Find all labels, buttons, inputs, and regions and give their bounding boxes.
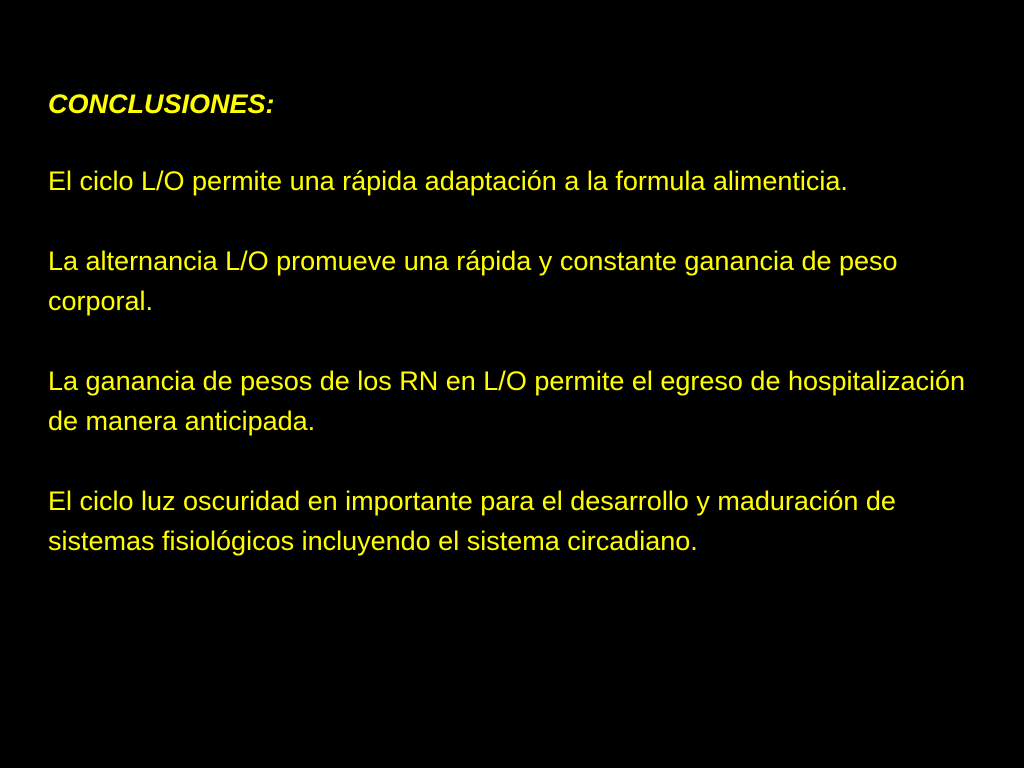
spacer	[48, 124, 968, 161]
conclusion-paragraph-1: El ciclo L/O permite una rápida adaptación a la formula alimenticia.	[48, 166, 848, 196]
conclusion-paragraph-3: La ganancia de pesos de los RN en L/O permite el egreso de hospitalización de manera anticipada.	[48, 366, 966, 436]
spacer	[48, 201, 968, 241]
spacer	[48, 441, 968, 481]
slide-heading: CONCLUSIONES:	[48, 89, 275, 119]
spacer	[48, 321, 968, 361]
slide-content	[48, 84, 968, 561]
conclusion-paragraph-4: El ciclo luz oscuridad en importante para el desarrollo y maduración de sistemas fisiológicos incluyendo el sistema circadiano.	[48, 486, 896, 556]
conclusion-paragraph-2: La alternancia L/O promueve una rápida y constante ganancia de peso corporal.	[48, 246, 898, 316]
